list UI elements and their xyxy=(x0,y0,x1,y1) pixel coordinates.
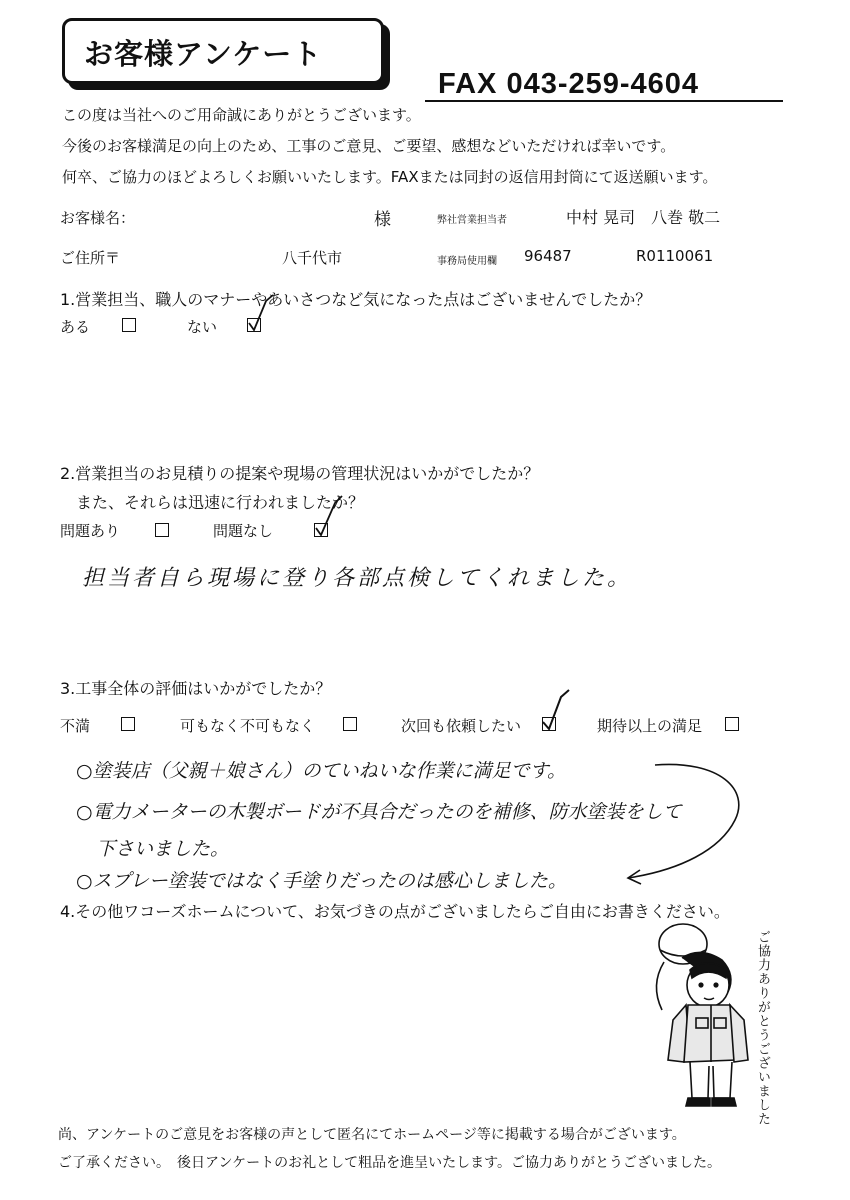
q3-option-unsatisfied-label: 不満 xyxy=(60,717,91,735)
office-code-2: R0110061 xyxy=(636,247,714,265)
q2-check-mark xyxy=(316,496,342,535)
q1-option-no-label: ない xyxy=(187,318,218,336)
q2-option-no-problem-label: 問題なし xyxy=(213,522,274,540)
customer-name-label: お客様名： xyxy=(60,209,136,227)
curved-arrow-line xyxy=(628,764,739,878)
q3-check-mark xyxy=(543,690,569,729)
q3-handwritten-line-2: ○電力メーターの木製ボードが不具合だったのを補修、防水塗装をして xyxy=(76,801,682,823)
intro-line-1: この度は当社へのご用命誠にありがとうございます。 xyxy=(62,106,421,124)
question-2-sub: また、それらは迅速に行われましたか？ xyxy=(76,493,365,512)
address-label: ご住所〒 xyxy=(60,249,121,267)
intro-line-2: 今後のお客様満足の向上のため、工事のご意見、ご要望、感想などいただければ幸いです。 xyxy=(62,137,676,155)
q3-handwritten-line-1: ○塗装店（父親＋娘さん）のていねいな作業に満足です。 xyxy=(76,760,567,782)
q3-handwritten-line-4: ○スプレー塗装ではなく手塗りだったのは感心しました。 xyxy=(76,870,567,892)
mascot-worker-illustration xyxy=(656,924,748,1106)
question-1: 1.営業担当、職人のマナーやあいさつなど気になった点はございませんでしたか？ xyxy=(60,290,652,309)
sales-rep-label: 弊社営業担当者 xyxy=(437,215,507,226)
mascot-thanks-text: ご協力ありがとうございました xyxy=(755,930,770,1126)
q1-option-yes-label: ある xyxy=(60,318,91,336)
intro-line-3: 何卒、ご協力のほどよろしくお願いいたします。FAXまたは同封の返信用封筒にて返送願います。 xyxy=(62,168,718,186)
office-use-label: 事務局使用欄 xyxy=(437,256,497,267)
q3-option-exceeded-label: 期待以上の満足 xyxy=(597,717,703,735)
fax-number: FAX 043-259-4604 xyxy=(438,68,700,100)
page-title: お客様アンケート xyxy=(84,37,323,71)
footer-line-1: 尚、アンケートのご意見をお客様の声として匿名にてホームページ等に掲載する場合がございます。 xyxy=(58,1127,686,1143)
q2-option-problem-label: 問題あり xyxy=(60,522,121,540)
q3-option-neutral-label: 可もなく不可もなく xyxy=(180,717,316,735)
q3-handwritten-line-3: 下さいました。 xyxy=(96,838,230,860)
q2-handwritten-comment: 担当者自ら現場に登り各部点検してくれました。 xyxy=(82,566,633,591)
address-city: 八千代市 xyxy=(282,249,343,267)
question-2: 2.営業担当のお見積りの提案や現場の管理状況はいかがでしたか？ xyxy=(60,464,540,483)
question-3: 3.工事全体の評価はいかがでしたか？ xyxy=(60,679,332,698)
honorific: 様 xyxy=(374,210,391,230)
q1-check-mark xyxy=(249,295,273,330)
question-4: 4.その他ワコーズホームについて、お気づきの点がございましたらご自由にお書きください。 xyxy=(60,902,730,921)
office-code-1: 96487 xyxy=(524,247,572,265)
q3-option-request-again-label: 次回も依頼したい xyxy=(401,717,522,735)
sales-rep-names: 中村 晃司 八巻 敬二 xyxy=(566,208,721,227)
footer-line-2: ご了承ください。 後日アンケートのお礼として粗品を進呈いたします。ご協力ありがとうございました。 xyxy=(58,1155,722,1171)
